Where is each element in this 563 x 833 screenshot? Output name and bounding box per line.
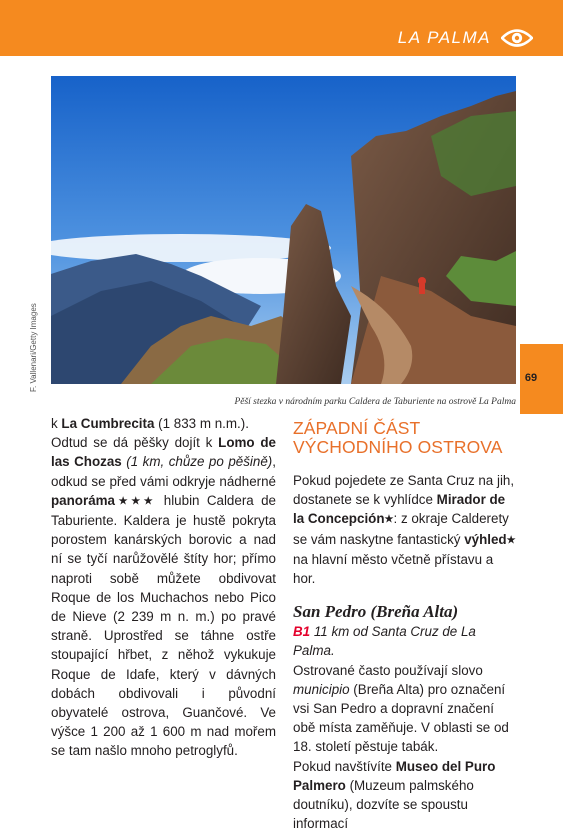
- text-run: (Muzeum palmského doutníku), dozvíte se spoustu informací: [293, 777, 474, 832]
- eye-icon: [501, 27, 533, 49]
- text-run: Ostrované často používají slovo: [293, 662, 483, 678]
- paragraph-mirador: [293, 471, 517, 588]
- text-run: hlubin Caldera de Taburiente. Kaldera je hustě pokryta porostem kanárských borovic a nad ní se tyčí narůžovělé štíty hor; přímo naproti sobě můžete obdivovat Roque de los Muchachos nebo Pico de Nieve (2 239 m n. m.) po pravé straně. Uprostřed se táhne ostře stoupající hřbet, z něhož vykukuje Roque de Idafe, který v dávných dobách obdivovali i původní obyvatelé ostrova, Guančové. Ve výšce 1 200 až 1 600 m nad mořem se tam našlo mnoho petroglyfů.: [51, 492, 276, 759]
- subsection-heading: San Pedro (Breña Alta): [293, 602, 459, 622]
- paragraph-municipio: [293, 661, 517, 757]
- highlight-term: panoráma: [51, 492, 115, 508]
- text-run: , odkud se před vámi odkryje nádherné: [51, 454, 276, 489]
- route-note: (1 km, chůze po pěšině): [126, 454, 273, 470]
- text-run: na hlavní město včetně přístavu a hor.: [293, 551, 494, 587]
- text-run: : z okraje Calderety se vám naskytne fantastický: [293, 511, 509, 547]
- place-name: La Cumbrecita: [61, 416, 155, 431]
- section-title: LA PALMA: [397, 28, 491, 47]
- text-run: (Breña Alta) pro označení vsi San Pedro a dopravní značení obě místa zaměňuje. V oblasti se od 18. století pěstuje tabák.: [293, 681, 509, 755]
- photo-credit: F. Vallenari/Getty Images: [29, 303, 38, 392]
- place-name: Mirador de la Concepción: [293, 492, 506, 527]
- section-heading: ZÁPADNÍ ČÁST VÝCHODNÍHO OSTROVA: [293, 418, 503, 457]
- rating-star: ★: [384, 514, 394, 526]
- left-column: [51, 414, 276, 761]
- text-run: k: [51, 416, 62, 431]
- map-grid-ref: B1: [293, 624, 311, 640]
- landscape-photo: [51, 76, 516, 384]
- rating-star: ★: [506, 534, 516, 546]
- term: municipio: [293, 681, 350, 697]
- rating-stars: ★★★: [115, 495, 157, 507]
- paragraph-museo: [293, 757, 517, 833]
- distance-line: [293, 622, 517, 660]
- right-column: [293, 414, 517, 833]
- text-run: Pokud navštívíte: [293, 758, 396, 774]
- text-run: (1 833 m n.m.).: [154, 416, 249, 431]
- text-run: Odtud se dá pěšky dojít k: [51, 435, 219, 451]
- place-name: Museo del Puro Palmero: [293, 758, 496, 793]
- distance-note: 11 km od Santa Cruz de La Palma.: [293, 624, 476, 659]
- photo-caption: Pěší stezka v národním parku Caldera de Taburiente na ostrově La Palma: [234, 397, 516, 407]
- highlight-term: výhled: [464, 531, 507, 547]
- page-number: 69: [524, 372, 538, 384]
- left-paragraph: [51, 414, 276, 761]
- place-name: Lomo de las Chozas: [51, 435, 277, 470]
- text-run: Pokud pojedete ze Santa Cruz na jih, dostanete se k vyhlídce: [293, 473, 515, 508]
